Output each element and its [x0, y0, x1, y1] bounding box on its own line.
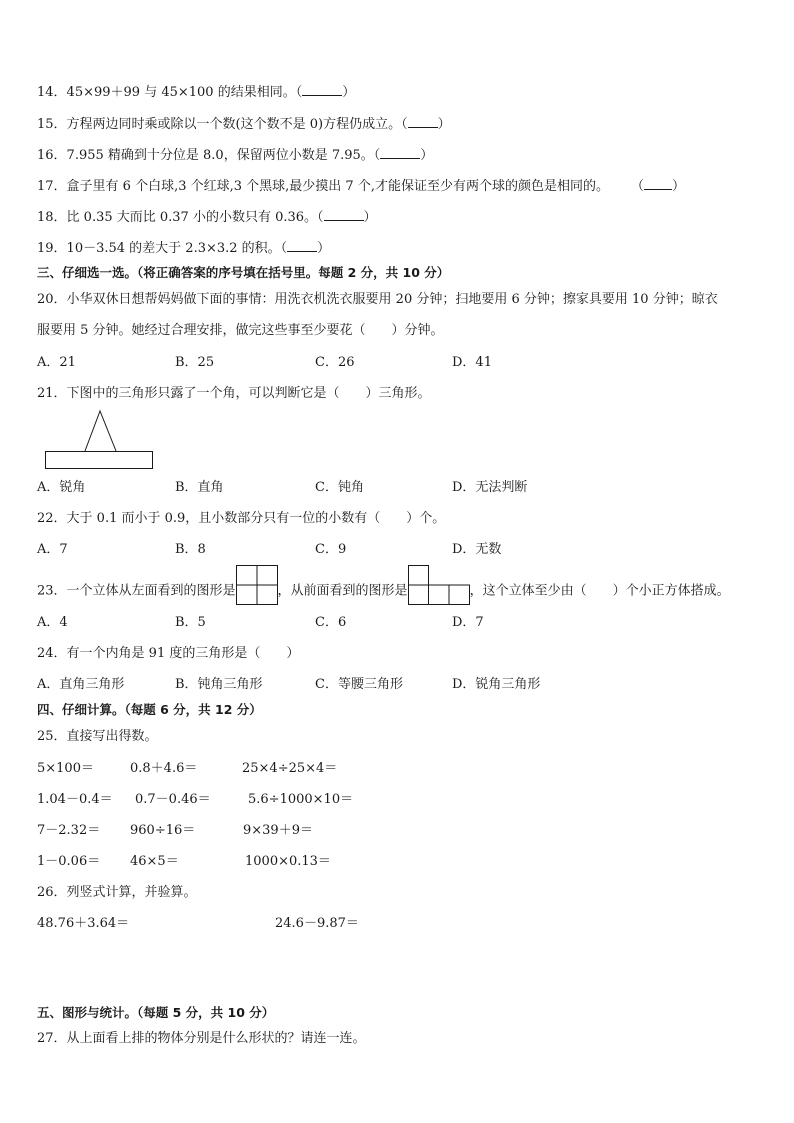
answer-blank[interactable]	[302, 84, 342, 96]
question-16: 16．7.955 精确到十分位是 8.0，保留两位小数是 7.95。（ ）	[37, 148, 434, 163]
option-a[interactable]: A．4	[37, 615, 68, 630]
question-14: 14．45×99＋99 与 45×100 的结果相同。（ ）	[37, 85, 356, 100]
question-19-text: 19．10－3.54 的差大于 2.3×3.2 的积。（	[37, 241, 288, 256]
calc-item: 1000×0.13＝	[245, 854, 331, 869]
vertical-calc-item: 24.6－9.87＝	[275, 916, 359, 931]
answer-blank[interactable]	[644, 178, 672, 190]
calc-item: 7－2.32＝	[37, 823, 101, 838]
calc-item: 1－0.06＝	[37, 854, 101, 869]
option-b[interactable]: B．8	[175, 542, 206, 557]
question-17: 17．盒子里有 6 个白球,3 个红球,3 个黑球,最少摸出 7 个,才能保证至少有两个球的颜色是相同的。 （ ）	[37, 179, 685, 194]
question-22: 22．大于 0.1 而小于 0.9，且小数部分只有一位的小数有（ ）个。	[37, 511, 446, 526]
question-24: 24．有一个内角是 91 度的三角形是（ ）	[37, 646, 300, 661]
calc-item: 5.6÷1000×10＝	[248, 792, 354, 807]
option-b[interactable]: B．钝角三角形	[175, 677, 263, 692]
left-view-figure	[236, 565, 278, 605]
vertical-calc-item: 48.76＋3.64＝	[37, 916, 130, 931]
option-a[interactable]: A．21	[37, 355, 76, 370]
question-23: 23．一个立体从左面看到的图形是 ，从前面看到的图形是 ，这个立体至少由（ ）个小正方体搭成。	[37, 577, 730, 605]
option-c[interactable]: C．26	[315, 355, 355, 370]
question-16-text: 16．7.955 精确到十分位是 8.0，保留两位小数是 7.95。（	[37, 148, 381, 163]
calc-item: 5×100＝	[37, 761, 94, 776]
question-25: 25．直接写出得数。	[37, 729, 158, 744]
option-b[interactable]: B．5	[175, 615, 206, 630]
triangle-corner-figure	[44, 409, 156, 471]
question-14-text: 14．45×99＋99 与 45×100 的结果相同。（	[37, 85, 303, 100]
option-b[interactable]: B．直角	[175, 480, 224, 495]
question-17-text: 17．盒子里有 6 个白球,3 个红球,3 个黑球,最少摸出 7 个,才能保证至少有两个球的颜色是相同的。	[37, 179, 609, 194]
question-21: 21．下图中的三角形只露了一个角，可以判断它是（ ）三角形。	[37, 386, 431, 401]
option-c[interactable]: C．等腰三角形	[315, 677, 403, 692]
answer-blank[interactable]	[324, 209, 364, 221]
question-27: 27．从上面看上排的物体分别是什么形状的？请连一连。	[37, 1031, 366, 1046]
section-4-heading: 四、仔细计算。（每题 6 分，共 12 分）	[37, 702, 262, 717]
question-19: 19．10－3.54 的差大于 2.3×3.2 的积。（ ）	[37, 241, 331, 256]
section-5-heading: 五、图形与统计。（每题 5 分，共 10 分）	[37, 1005, 275, 1020]
option-a[interactable]: A．7	[37, 542, 68, 557]
option-a[interactable]: A．锐角	[37, 480, 86, 495]
option-d[interactable]: D．锐角三角形	[452, 677, 541, 692]
answer-blank[interactable]	[287, 240, 317, 252]
calc-item: 25×4÷25×4＝	[242, 761, 338, 776]
option-a[interactable]: A．直角三角形	[37, 677, 125, 692]
calc-item: 0.8＋4.6＝	[130, 761, 198, 776]
question-18: 18．比 0.35 大而比 0.37 小的小数只有 0.36。（ ）	[37, 210, 377, 225]
option-c[interactable]: C．6	[315, 615, 347, 630]
option-d[interactable]: D．41	[452, 355, 492, 370]
calc-item: 0.7－0.46＝	[135, 792, 211, 807]
question-26: 26．列竖式计算，并验算。	[37, 885, 197, 900]
option-b[interactable]: B．25	[175, 355, 215, 370]
question-15: 15．方程两边同时乘或除以一个数(这个数不是 0)方程仍成立。（ ）	[37, 117, 451, 132]
option-c[interactable]: C．9	[315, 542, 347, 557]
section-3-heading: 三、仔细选一选。（将正确答案的序号填在括号里。每题 2 分，共 10 分）	[37, 265, 450, 280]
option-d[interactable]: D．无数	[452, 542, 502, 557]
answer-blank[interactable]	[380, 147, 420, 159]
calc-item: 46×5＝	[130, 854, 179, 869]
front-view-figure	[408, 565, 470, 605]
answer-blank[interactable]	[408, 116, 438, 128]
calc-item: 960÷16＝	[130, 823, 196, 838]
calc-item: 9×39＋9＝	[243, 823, 313, 838]
option-d[interactable]: D．无法判断	[452, 480, 528, 495]
option-d[interactable]: D．7	[452, 615, 484, 630]
question-20-line2: 服要用 5 分钟。她经过合理安排，做完这些事至少要花（ ）分钟。	[37, 323, 444, 338]
question-20-line1: 20．小华双休日想帮妈妈做下面的事情：用洗衣机洗衣服要用 20 分钟；扫地要用 6 分钟；擦家具要用 10 分钟；晾衣	[37, 292, 718, 307]
question-18-text: 18．比 0.35 大而比 0.37 小的小数只有 0.36。（	[37, 210, 324, 225]
question-15-text: 15．方程两边同时乘或除以一个数(这个数不是 0)方程仍成立。（	[37, 117, 408, 132]
covering-rectangle	[46, 452, 153, 469]
option-c[interactable]: C．钝角	[315, 480, 364, 495]
calc-item: 1.04－0.4＝	[37, 792, 113, 807]
triangle-angle	[85, 411, 116, 451]
